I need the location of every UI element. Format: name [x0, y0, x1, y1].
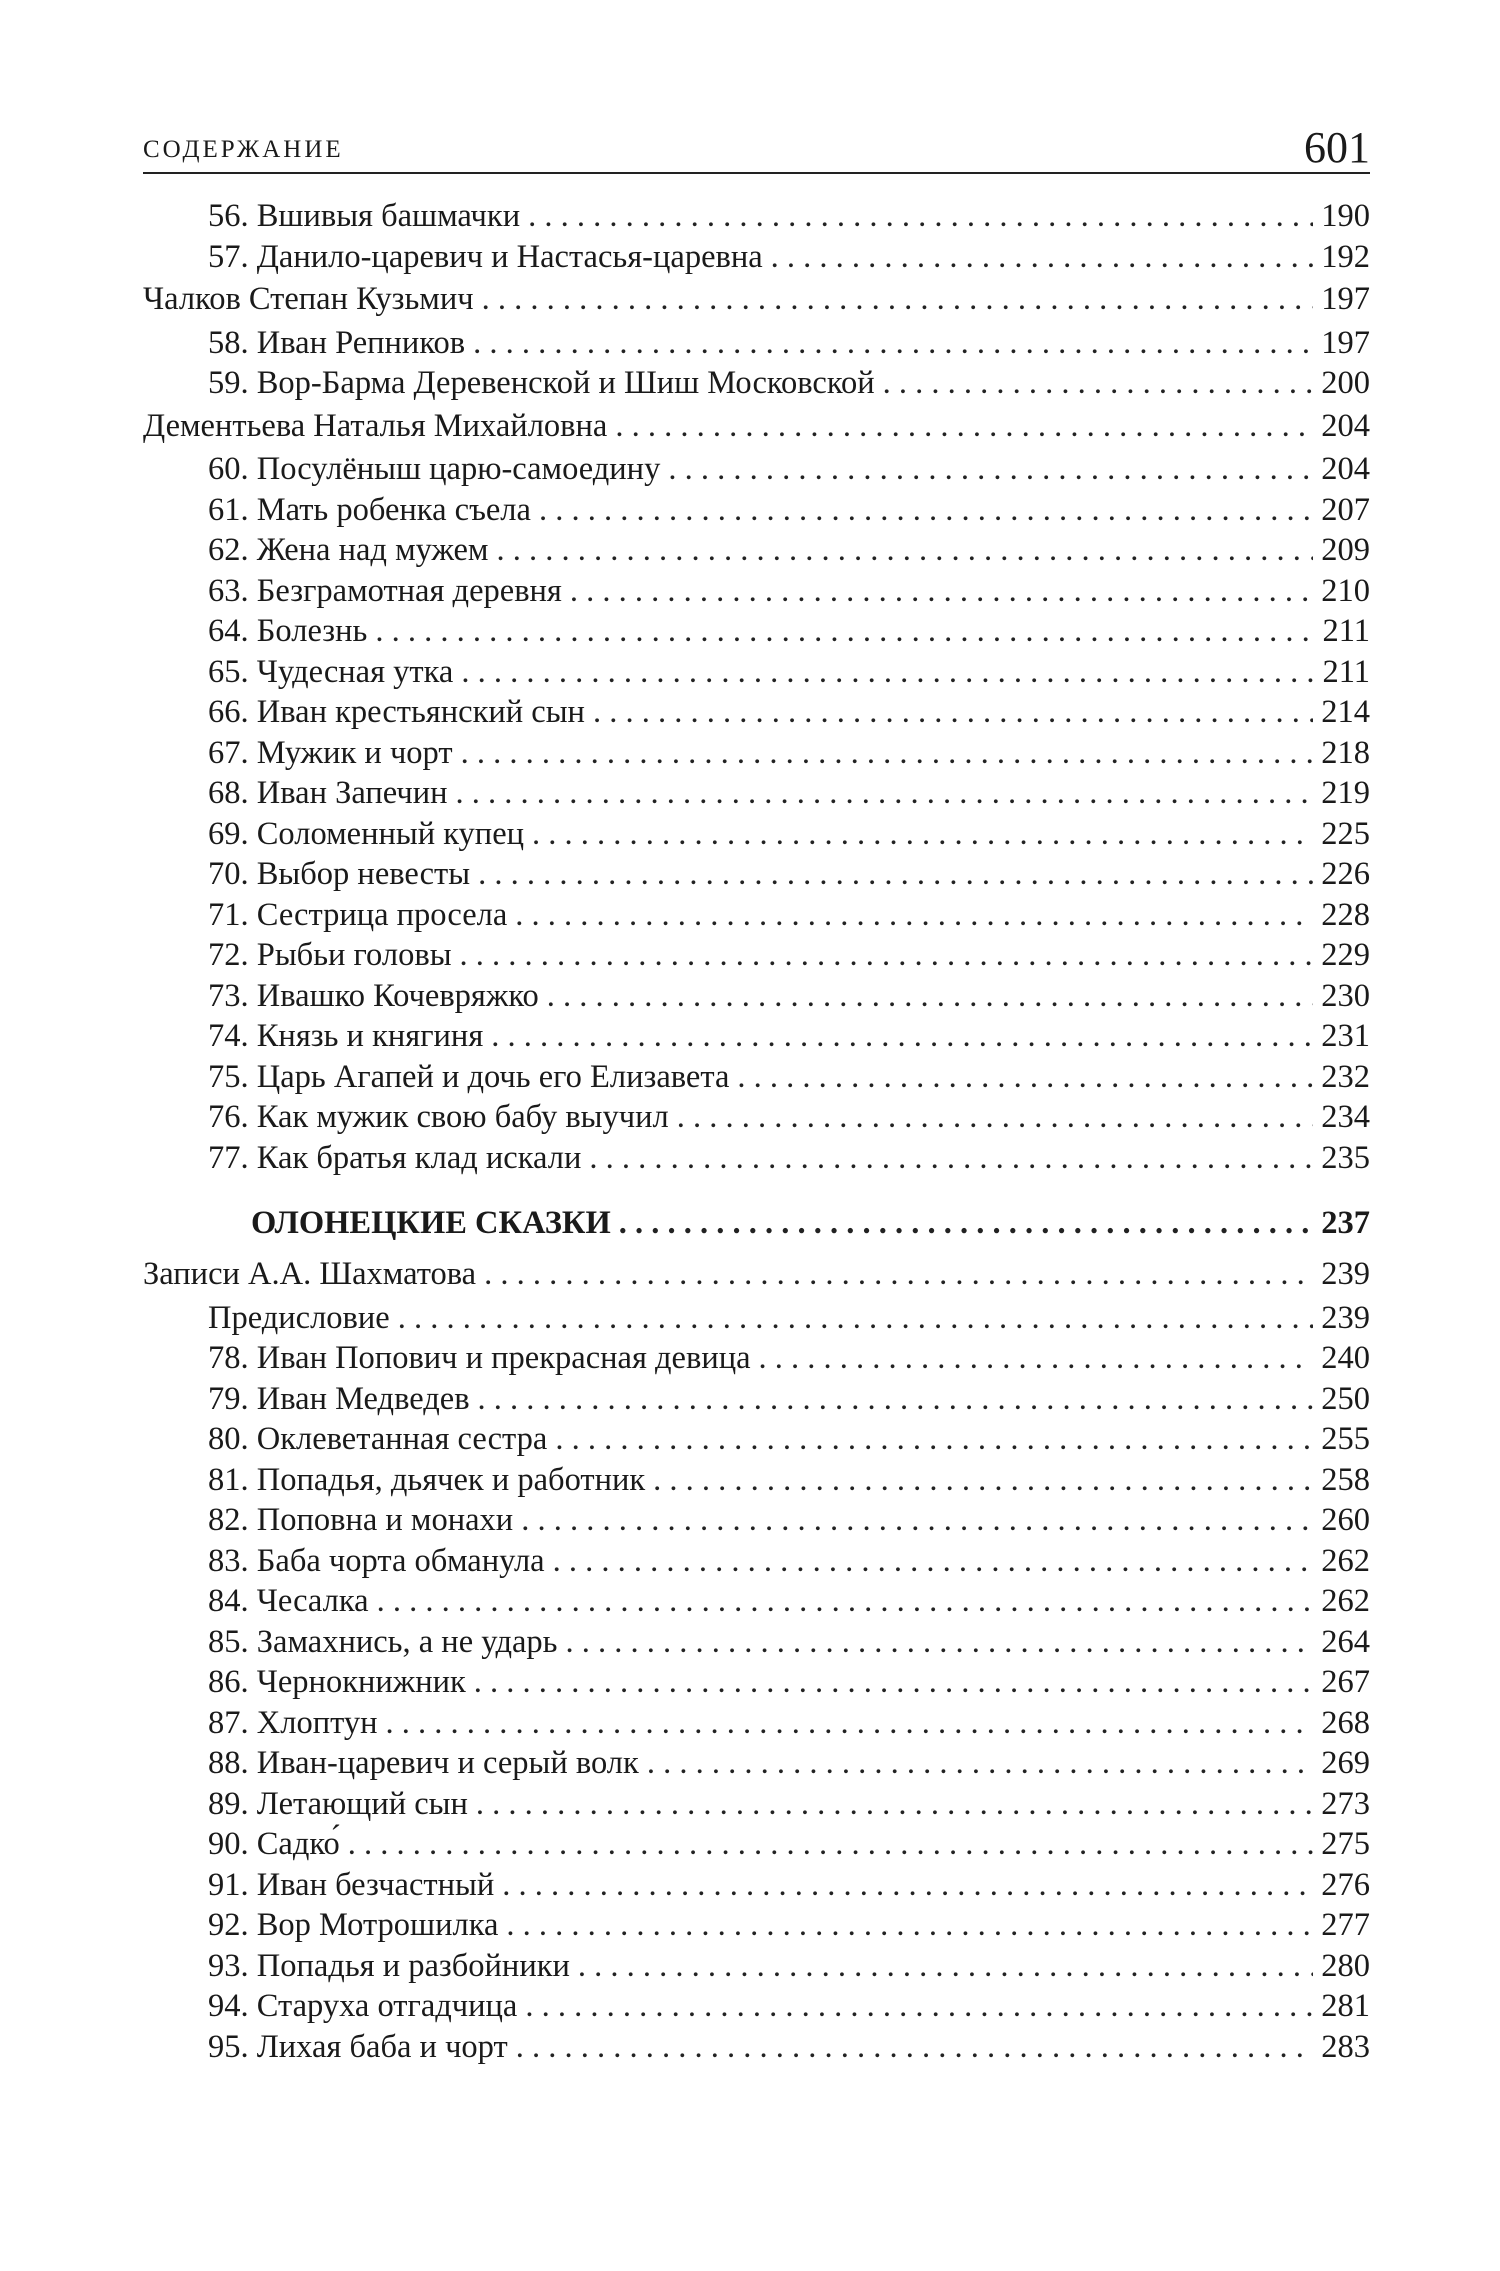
- toc-entry-page: 207: [1321, 491, 1370, 528]
- toc-tale-entry: [143, 1379, 1370, 1420]
- toc-tale-entry: [143, 895, 1370, 936]
- toc-entry-title: 66. Иван крестьянский сын: [208, 694, 585, 731]
- toc-entry-page: 267: [1321, 1664, 1370, 1701]
- toc-entry-title: ОЛОНЕЦКИЕ СКАЗКИ: [251, 1205, 611, 1242]
- toc-author-entry: [143, 1252, 1370, 1298]
- dot-leader: [506, 1905, 1313, 1946]
- toc-author-entry: [143, 277, 1370, 323]
- toc-entry-page: 210: [1321, 572, 1370, 609]
- toc-entry-page: 211: [1322, 653, 1370, 690]
- toc-entry-page: 281: [1321, 1988, 1370, 2025]
- toc-entry-page: 204: [1321, 451, 1370, 488]
- toc-tale-entry: [143, 1662, 1370, 1703]
- toc-tale-entry: [143, 571, 1370, 612]
- toc-tale-entry: [143, 363, 1370, 404]
- toc-entry-page: 250: [1321, 1380, 1370, 1417]
- toc-entry-page: 262: [1321, 1583, 1370, 1620]
- toc-entry-title: 95. Лихая баба и чорт: [208, 2028, 508, 2065]
- toc-tale-entry: [143, 1824, 1370, 1865]
- dot-leader: [539, 490, 1313, 531]
- toc-entry-page: 230: [1321, 977, 1370, 1014]
- toc-entry-page: 235: [1321, 1139, 1370, 1176]
- toc-entry-title: 91. Иван безчастный: [208, 1866, 495, 1903]
- toc-entry-page: 197: [1321, 324, 1370, 361]
- page-number: 601: [1304, 123, 1370, 172]
- toc-entry-title: 68. Иван Запечин: [208, 775, 448, 812]
- toc-entry-title: 58. Иван Репников: [208, 324, 466, 361]
- toc-entry-title: 94. Старуха отгадчица: [208, 1988, 518, 2025]
- toc-entry-title: 86. Чернокнижник: [208, 1664, 466, 1701]
- toc-tale-entry: [143, 1016, 1370, 1057]
- toc-tale-entry: [143, 976, 1370, 1017]
- toc-entry-page: 214: [1321, 694, 1370, 731]
- toc-tale-entry: [143, 814, 1370, 855]
- toc-entry-title: 88. Иван-царевич и серый волк: [208, 1745, 639, 1782]
- toc-entry-page: 264: [1321, 1623, 1370, 1660]
- toc-entry-page: 258: [1321, 1461, 1370, 1498]
- toc-tale-entry: [143, 323, 1370, 364]
- toc-tale-entry: [143, 1946, 1370, 1987]
- toc-tale-entry: [143, 1905, 1370, 1946]
- toc-entry-title: 78. Иван Попович и прекрасная девица: [208, 1340, 751, 1377]
- dot-leader: [525, 1986, 1313, 2027]
- toc-entry-title: Дементьева Наталья Михайловна: [143, 407, 608, 444]
- toc-tale-entry: [143, 935, 1370, 976]
- toc-tale-entry: [143, 1138, 1370, 1179]
- dot-leader: [759, 1338, 1314, 1379]
- toc-tale-entry: [143, 854, 1370, 895]
- toc-entry-title: 71. Сестрица просела: [208, 896, 508, 933]
- toc-entry-title: 81. Попадья, дьячек и работник: [208, 1461, 646, 1498]
- dot-leader: [476, 1784, 1313, 1825]
- toc-entry-title: 61. Мать робенка съела: [208, 491, 531, 528]
- dot-leader: [528, 196, 1313, 237]
- toc-entry-page: 283: [1321, 2028, 1370, 2065]
- toc-entry-title: 67. Мужик и чорт: [208, 734, 453, 771]
- toc-tale-entry: [143, 1460, 1370, 1501]
- toc-entry-title: 79. Иван Медведев: [208, 1380, 470, 1417]
- toc-entry-page: 269: [1321, 1745, 1370, 1782]
- toc-entry-page: 260: [1321, 1502, 1370, 1539]
- toc-entry-page: 209: [1321, 532, 1370, 569]
- dot-leader: [461, 733, 1314, 774]
- toc-entry-title: 74. Князь и княгиня: [208, 1018, 484, 1055]
- dot-leader: [386, 1703, 1314, 1744]
- toc-entry-page: 232: [1321, 1058, 1370, 1095]
- toc-tale-entry: [143, 733, 1370, 774]
- toc-tale-entry: [143, 490, 1370, 531]
- toc-tale-entry: [143, 1581, 1370, 1622]
- toc-entry-title: 56. Вшивыя башмачки: [208, 198, 521, 234]
- dot-leader: [578, 1946, 1313, 1987]
- toc-entry-title: 57. Данило-царевич и Настасья-царевна: [208, 238, 763, 275]
- dot-leader: [478, 1379, 1314, 1420]
- toc-entry-title: 90. Садко́: [208, 1826, 340, 1863]
- toc-tale-entry: [143, 1865, 1370, 1906]
- table-of-contents: [143, 196, 1370, 2067]
- toc-entry-title: 59. Вор-Барма Деревенской и Шиш Московской: [208, 365, 875, 402]
- toc-entry-page: 239: [1321, 1299, 1370, 1336]
- toc-entry-title: Предисловие: [208, 1299, 390, 1336]
- toc-section-heading: [143, 1194, 1370, 1252]
- dot-leader: [502, 1865, 1313, 1906]
- running-head: СОДЕРЖАНИЕ: [143, 136, 344, 163]
- dot-leader: [553, 1541, 1314, 1582]
- dot-leader: [647, 1743, 1313, 1784]
- toc-entry-title: 64. Болезнь: [208, 613, 368, 650]
- toc-entry-page: 229: [1321, 937, 1370, 974]
- toc-entry-title: Записи А.А. Шахматова: [143, 1256, 477, 1293]
- dot-leader: [478, 854, 1313, 895]
- dot-leader: [589, 1138, 1313, 1179]
- toc-entry-page: 228: [1321, 896, 1370, 933]
- dot-leader: [377, 1581, 1314, 1622]
- dot-leader: [496, 530, 1313, 571]
- dot-leader: [615, 404, 1313, 450]
- dot-leader: [484, 1252, 1313, 1298]
- toc-entry-title: 63. Безграмотная деревня: [208, 572, 562, 609]
- dot-leader: [555, 1419, 1313, 1460]
- toc-entry-title: 62. Жена над мужем: [208, 532, 489, 569]
- toc-entry-title: 60. Посулёныш царю-самоедину: [208, 451, 661, 488]
- dot-leader: [677, 1097, 1314, 1138]
- dot-leader: [668, 449, 1313, 490]
- toc-entry-page: 219: [1321, 775, 1370, 812]
- toc-tale-entry: [143, 237, 1370, 278]
- toc-tale-entry: [143, 692, 1370, 733]
- toc-tale-entry: [143, 1419, 1370, 1460]
- dot-leader: [653, 1460, 1313, 1501]
- toc-entry-title: 69. Соломенный купец: [208, 815, 525, 852]
- toc-entry-page: 268: [1321, 1704, 1370, 1741]
- dot-leader: [532, 814, 1313, 855]
- toc-tale-entry: [143, 1703, 1370, 1744]
- toc-tale-entry: [143, 196, 1370, 237]
- dot-leader: [398, 1298, 1314, 1339]
- dot-leader: [456, 773, 1314, 814]
- toc-entry-page: 276: [1321, 1866, 1370, 1903]
- toc-entry-page: 192: [1321, 238, 1370, 275]
- toc-entry-title: 93. Попадья и разбойники: [208, 1947, 570, 1984]
- dot-leader: [570, 571, 1313, 612]
- toc-tale-entry: [143, 1541, 1370, 1582]
- page-header: [143, 122, 1370, 174]
- toc-entry-page: 237: [1321, 1205, 1370, 1242]
- toc-entry-title: 72. Рыбьи головы: [208, 937, 452, 974]
- toc-entry-page: 234: [1321, 1099, 1370, 1136]
- dot-leader: [515, 895, 1313, 936]
- toc-entry-page: 275: [1321, 1826, 1370, 1863]
- toc-tale-entry: [143, 449, 1370, 490]
- dot-leader: [566, 1622, 1314, 1663]
- dot-leader: [375, 611, 1314, 652]
- toc-tale-entry: [143, 1622, 1370, 1663]
- toc-tale-entry: [143, 1298, 1370, 1339]
- dot-leader: [491, 1016, 1313, 1057]
- toc-entry-title: 84. Чесалка: [208, 1583, 369, 1620]
- toc-entry-title: 65. Чудесная утка: [208, 653, 454, 690]
- dot-leader: [883, 363, 1314, 404]
- dot-leader: [771, 237, 1314, 278]
- toc-entry-title: 70. Выбор невесты: [208, 856, 471, 893]
- toc-entry-title: 82. Поповна и монахи: [208, 1502, 514, 1539]
- toc-tale-entry: [143, 773, 1370, 814]
- dot-leader: [521, 1500, 1313, 1541]
- toc-author-entry: [143, 404, 1370, 450]
- toc-entry-page: 255: [1321, 1421, 1370, 1458]
- toc-entry-page: 262: [1321, 1542, 1370, 1579]
- dot-leader: [461, 652, 1314, 693]
- dot-leader: [473, 323, 1313, 364]
- toc-tale-entry: [143, 611, 1370, 652]
- toc-entry-title: 77. Как братья клад искали: [208, 1139, 582, 1176]
- toc-entry-page: 211: [1322, 613, 1370, 650]
- toc-entry-page: 218: [1321, 734, 1370, 771]
- toc-entry-page: 200: [1321, 365, 1370, 402]
- toc-entry-page: 239: [1321, 1256, 1370, 1293]
- toc-tale-entry: [143, 1784, 1370, 1825]
- toc-entry-page: 231: [1321, 1018, 1370, 1055]
- toc-entry-title: 89. Летающий сын: [208, 1785, 468, 1822]
- dot-leader: [547, 976, 1314, 1017]
- toc-tale-entry: [143, 1057, 1370, 1098]
- toc-entry-title: 87. Хлоптун: [208, 1704, 378, 1741]
- dot-leader: [737, 1057, 1313, 1098]
- dot-leader: [593, 692, 1313, 733]
- toc-tale-entry: [143, 1500, 1370, 1541]
- toc-tale-entry: [143, 1338, 1370, 1379]
- toc-tale-entry: [143, 1097, 1370, 1138]
- dot-leader: [348, 1824, 1313, 1865]
- toc-entry-page: 277: [1321, 1907, 1370, 1944]
- toc-tale-entry: [143, 1743, 1370, 1784]
- dot-leader: [460, 935, 1314, 976]
- toc-entry-title: 85. Замахнись, а не ударь: [208, 1623, 558, 1660]
- toc-entry-page: 225: [1321, 815, 1370, 852]
- toc-entry-title: 73. Ивашко Кочевряжко: [208, 977, 539, 1014]
- toc-tale-entry: [143, 652, 1370, 693]
- toc-entry-title: 83. Баба чорта обманула: [208, 1542, 545, 1579]
- toc-entry-title: 76. Как мужик свою бабу выучил: [208, 1099, 669, 1136]
- toc-entry-page: 204: [1321, 407, 1370, 444]
- toc-entry-page: 226: [1321, 856, 1370, 893]
- toc-entry-title: 80. Оклеветанная сестра: [208, 1421, 548, 1458]
- toc-entry-title: 92. Вор Мотрошилка: [208, 1907, 499, 1944]
- toc-entry-title: Чалков Степан Кузьмич: [143, 281, 474, 317]
- toc-entry-page: 280: [1321, 1947, 1370, 1984]
- toc-tale-entry: [143, 1986, 1370, 2027]
- toc-entry-page: 273: [1321, 1785, 1370, 1822]
- dot-leader: [474, 1662, 1313, 1703]
- toc-entry-page: 197: [1321, 281, 1370, 317]
- toc-entry-page: 190: [1321, 198, 1370, 234]
- dot-leader: [619, 1194, 1314, 1252]
- toc-tale-entry: [143, 2027, 1370, 2068]
- dot-leader: [516, 2027, 1314, 2068]
- toc-tale-entry: [143, 530, 1370, 571]
- dot-leader: [482, 277, 1314, 323]
- toc-entry-title: 75. Царь Агапей и дочь его Елизавета: [208, 1058, 730, 1095]
- toc-entry-page: 240: [1321, 1340, 1370, 1377]
